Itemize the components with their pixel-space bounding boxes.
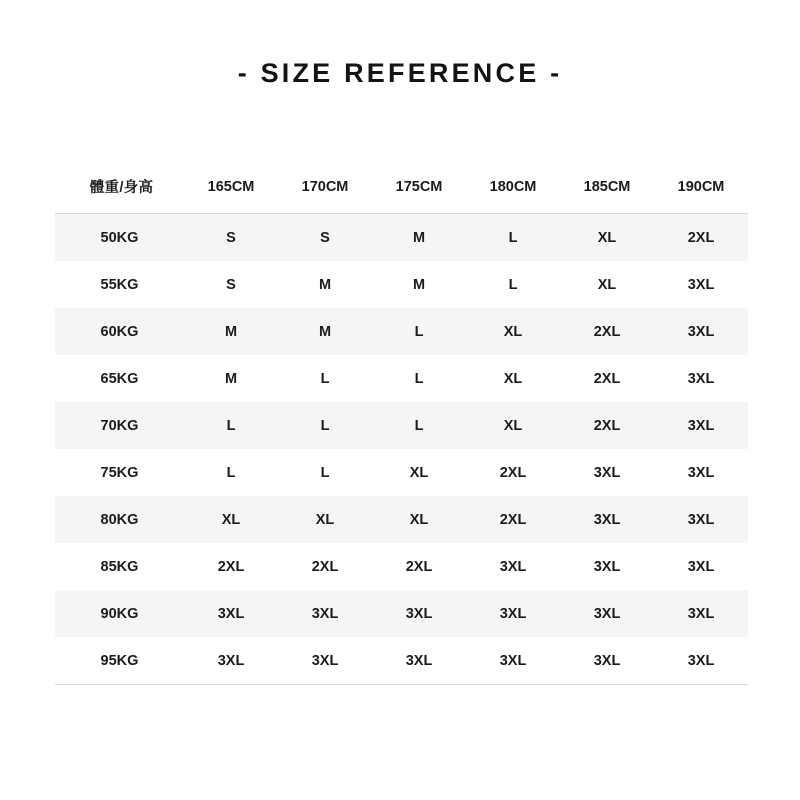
size-cell: L xyxy=(372,402,466,449)
row-header-weight: 95KG xyxy=(55,637,184,685)
size-cell: S xyxy=(278,214,372,262)
size-cell: 2XL xyxy=(184,543,278,590)
table-body xyxy=(55,214,748,685)
size-cell: 3XL xyxy=(466,637,560,685)
size-cell: XL xyxy=(466,355,560,402)
table-row xyxy=(55,543,748,590)
size-cell: L xyxy=(278,355,372,402)
table-row xyxy=(55,308,748,355)
size-cell: 2XL xyxy=(372,543,466,590)
table-row xyxy=(55,449,748,496)
size-cell: XL xyxy=(466,402,560,449)
size-cell: 3XL xyxy=(654,355,748,402)
size-cell: XL xyxy=(466,308,560,355)
size-cell: 3XL xyxy=(560,449,654,496)
size-cell: 3XL xyxy=(184,637,278,685)
size-cell: 2XL xyxy=(466,449,560,496)
size-cell: 3XL xyxy=(278,637,372,685)
size-cell: L xyxy=(184,402,278,449)
size-cell: L xyxy=(372,308,466,355)
size-cell: 3XL xyxy=(466,590,560,637)
table-row xyxy=(55,637,748,685)
row-header-weight: 50KG xyxy=(55,214,184,262)
size-cell: L xyxy=(466,214,560,262)
table-row xyxy=(55,402,748,449)
column-header-170cm: 170CM xyxy=(278,160,372,214)
size-cell: 3XL xyxy=(560,590,654,637)
size-cell: 3XL xyxy=(466,543,560,590)
size-cell: 3XL xyxy=(278,590,372,637)
size-cell: L xyxy=(278,402,372,449)
row-header-weight: 55KG xyxy=(55,261,184,308)
column-header-165cm: 165CM xyxy=(184,160,278,214)
column-header-175cm: 175CM xyxy=(372,160,466,214)
size-cell: 3XL xyxy=(560,637,654,685)
table-row xyxy=(55,214,748,262)
size-cell: 3XL xyxy=(560,496,654,543)
size-cell: XL xyxy=(372,496,466,543)
size-cell: 2XL xyxy=(560,308,654,355)
size-cell: L xyxy=(278,449,372,496)
column-header-weight-height: 體重/身高 xyxy=(55,160,184,214)
row-header-weight: 60KG xyxy=(55,308,184,355)
size-cell: 3XL xyxy=(654,402,748,449)
row-header-weight: 75KG xyxy=(55,449,184,496)
size-cell: 3XL xyxy=(184,590,278,637)
size-cell: 3XL xyxy=(654,308,748,355)
table-header-row xyxy=(55,160,748,214)
column-header-180cm: 180CM xyxy=(466,160,560,214)
table-header xyxy=(55,160,748,214)
size-cell: XL xyxy=(372,449,466,496)
size-cell: XL xyxy=(560,261,654,308)
table-row xyxy=(55,355,748,402)
size-table-container xyxy=(55,160,747,685)
size-cell: M xyxy=(278,308,372,355)
row-header-weight: 80KG xyxy=(55,496,184,543)
size-cell: 3XL xyxy=(654,261,748,308)
size-cell: XL xyxy=(560,214,654,262)
table-row xyxy=(55,261,748,308)
size-cell: 2XL xyxy=(560,355,654,402)
size-cell: 2XL xyxy=(466,496,560,543)
size-cell: S xyxy=(184,214,278,262)
size-cell: XL xyxy=(184,496,278,543)
column-header-185cm: 185CM xyxy=(560,160,654,214)
size-cell: L xyxy=(466,261,560,308)
size-cell: 2XL xyxy=(654,214,748,262)
size-cell: 3XL xyxy=(560,543,654,590)
size-cell: 3XL xyxy=(372,590,466,637)
size-cell: M xyxy=(184,308,278,355)
size-cell: 3XL xyxy=(372,637,466,685)
size-reference-table xyxy=(55,160,748,685)
page-title: - SIZE REFERENCE - xyxy=(237,58,563,88)
row-header-weight: 90KG xyxy=(55,590,184,637)
size-cell: 3XL xyxy=(654,590,748,637)
column-header-190cm: 190CM xyxy=(654,160,748,214)
size-cell: 3XL xyxy=(654,496,748,543)
size-cell: 3XL xyxy=(654,449,748,496)
table-row xyxy=(55,590,748,637)
size-cell: L xyxy=(184,449,278,496)
size-cell: M xyxy=(372,214,466,262)
size-cell: L xyxy=(372,355,466,402)
row-header-weight: 70KG xyxy=(55,402,184,449)
row-header-weight: 85KG xyxy=(55,543,184,590)
table-row xyxy=(55,496,748,543)
row-header-weight: 65KG xyxy=(55,355,184,402)
size-cell: M xyxy=(278,261,372,308)
size-cell: M xyxy=(372,261,466,308)
size-cell: 2XL xyxy=(278,543,372,590)
size-cell: 2XL xyxy=(560,402,654,449)
size-cell: XL xyxy=(278,496,372,543)
size-cell: S xyxy=(184,261,278,308)
size-cell: 3XL xyxy=(654,637,748,685)
size-cell: 3XL xyxy=(654,543,748,590)
size-cell: M xyxy=(184,355,278,402)
